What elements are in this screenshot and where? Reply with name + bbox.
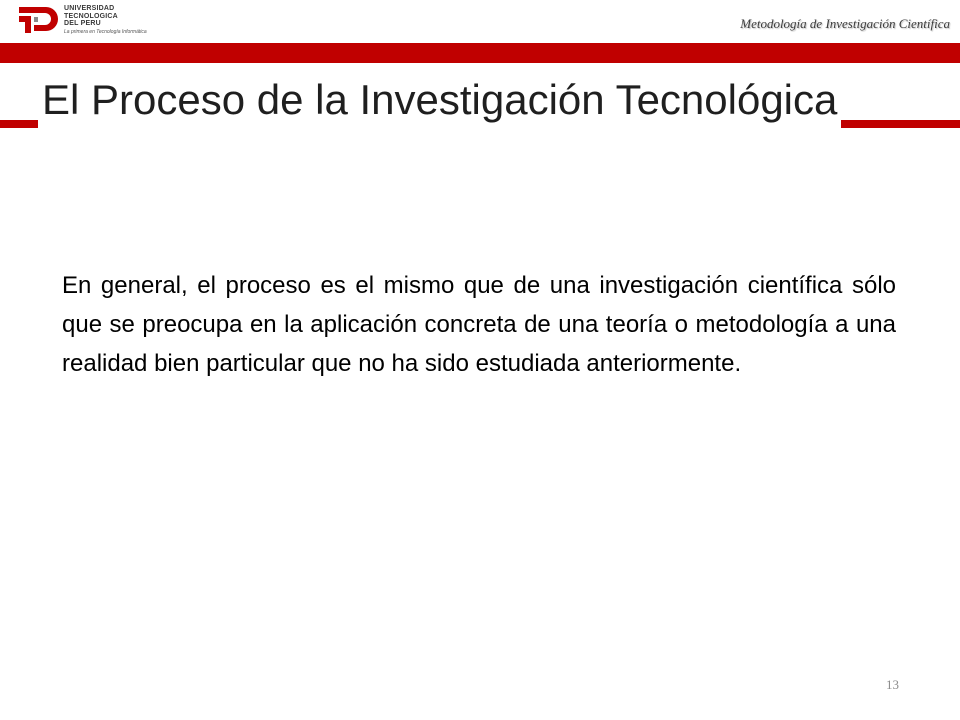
slide-body-text: En general, el proceso es el mismo que de una investigación científica sólo que se preocupa en la aplicación concreta de una teoría o metodología a una realidad bien particular que no ha sido estudiada anteriormente. <box>62 272 896 377</box>
utp-logo-icon <box>16 4 60 36</box>
university-logo <box>16 4 166 38</box>
logo-university-name: UNIVERSIDAD TECNOLOGICA DEL PERU <box>64 5 118 27</box>
logo-tagline: La primera en Tecnología Informática <box>64 29 147 35</box>
course-title: Metodología de Investigación Científica <box>740 16 950 31</box>
slide-title: El Proceso de la Investigación Tecnológica <box>38 72 841 128</box>
header-red-bar <box>0 43 960 63</box>
page-number: 13 <box>886 677 899 692</box>
